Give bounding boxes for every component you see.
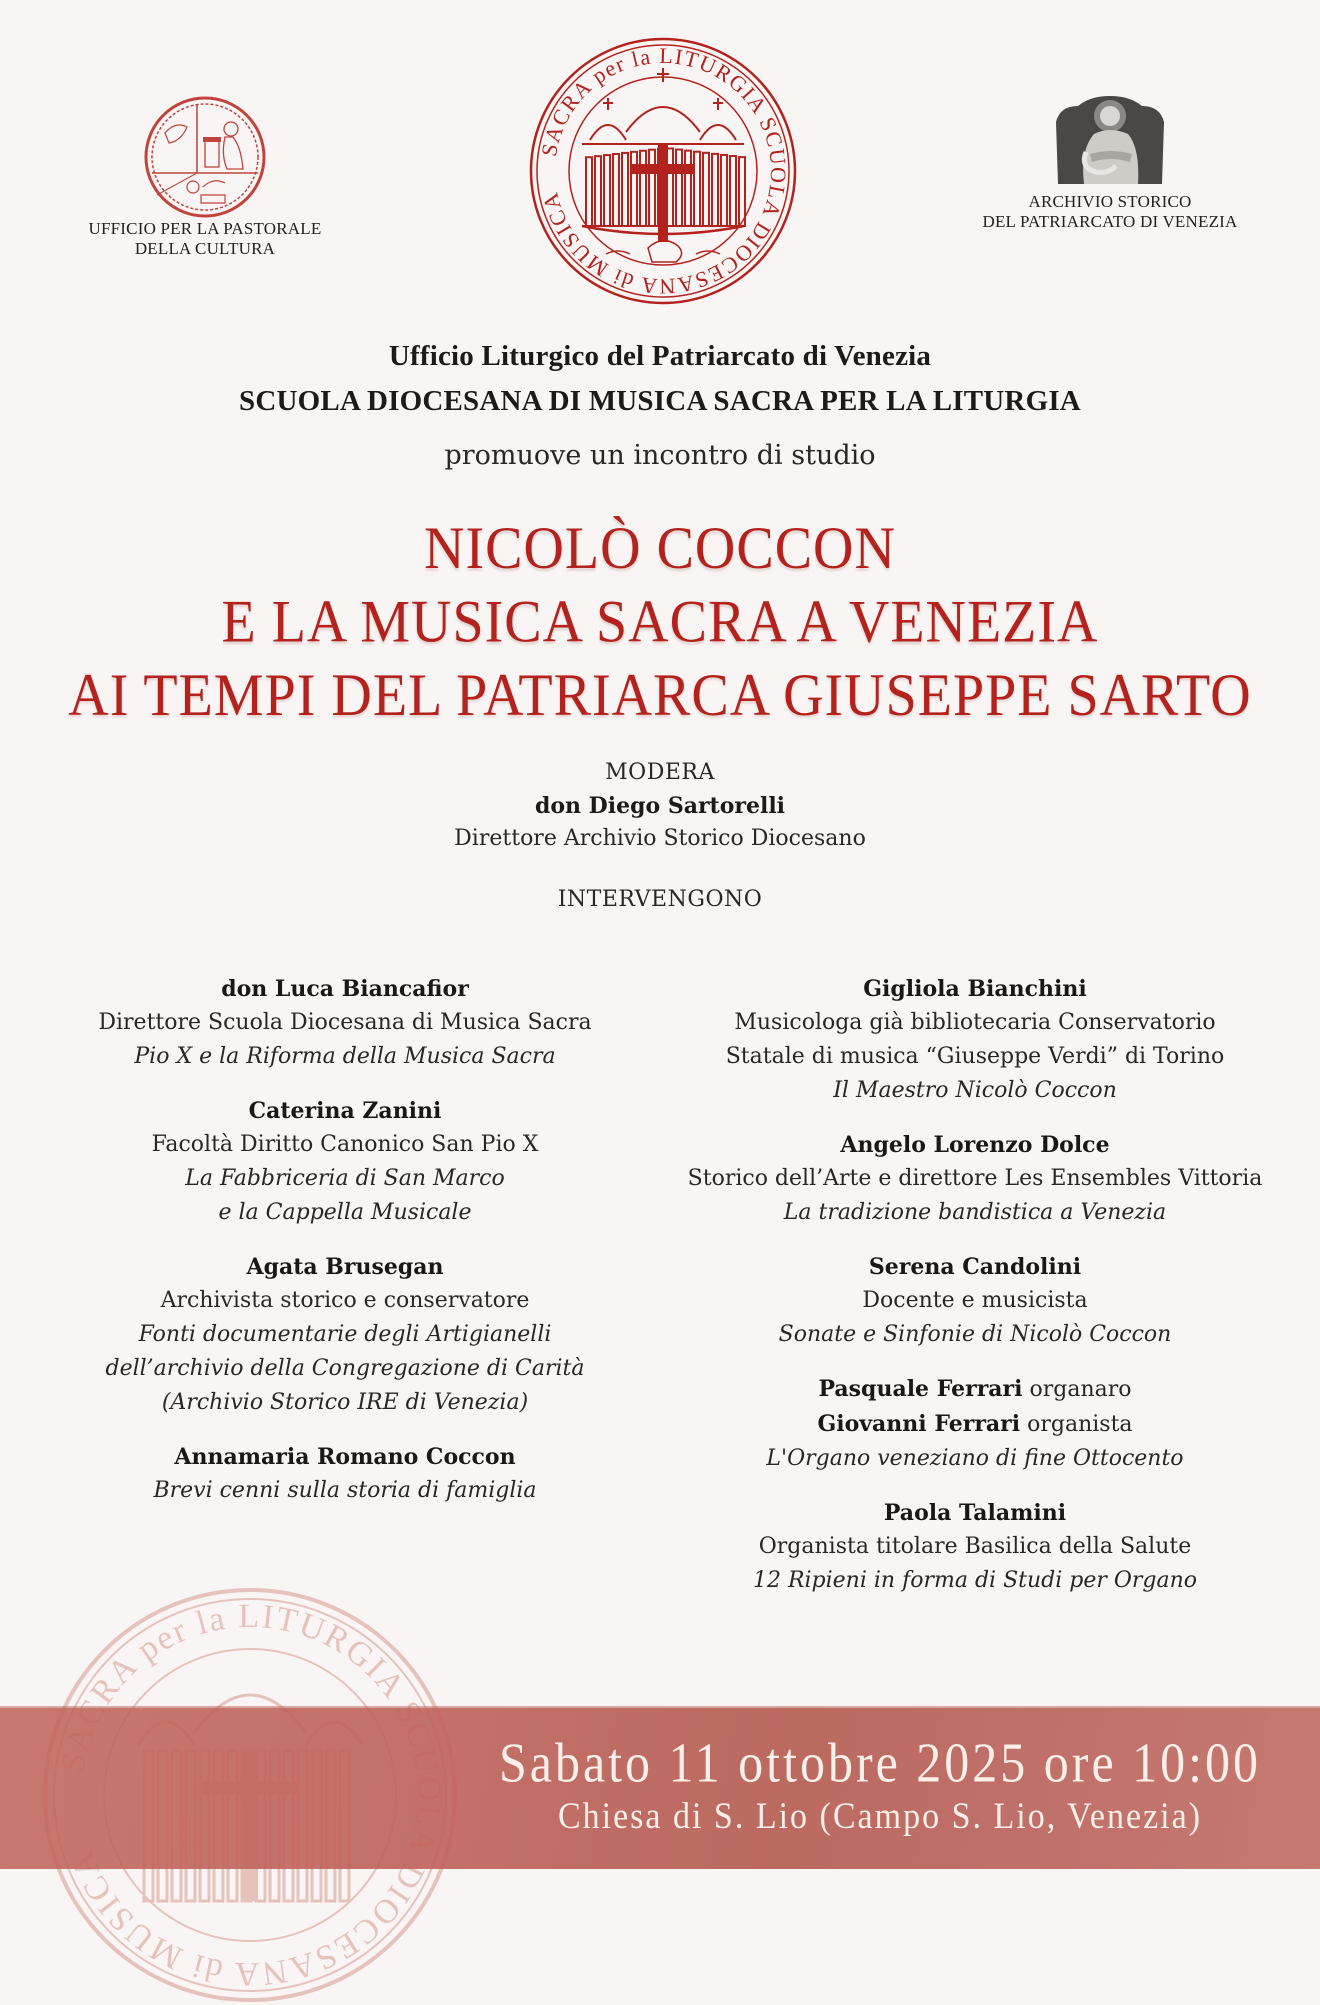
organ-pipe [298,1751,307,1901]
organ-pipe [649,150,655,226]
speaker-name: Agata Brusegan [246,1254,444,1280]
organ-pipe [622,153,628,226]
event-date-time: Sabato 11 ottobre 2025 ore 10:00 [498,1731,1262,1794]
moderator-role: Direttore Archivio Storico Diocesano [454,826,866,851]
organ-pipe [613,154,619,226]
speaker-name: Gigliola Bianchini [863,976,1087,1002]
speaker-duo-line [655,1372,1295,1407]
organ-pipe [703,153,709,226]
organ-pipe [676,150,682,226]
organ-pipe [158,1751,167,1901]
annunciation-seal-icon [143,95,267,219]
speaker-role: organista [1027,1412,1133,1437]
speaker-role: Facoltà Diritto Canonico San Pio X [151,1132,539,1157]
logo-caption-right-line1: ARCHIVIO STORICO [1028,192,1192,211]
speaker-name: Annamaria Romano Coccon [174,1444,516,1470]
speaker-entry [655,1128,1295,1230]
organ-pipe [172,1751,181,1901]
organ-pipe [186,1751,195,1901]
speaker-role: Archivista storico e conservatore [160,1288,530,1313]
organ-pipe [144,1751,153,1901]
organ-pipe [640,151,646,226]
speaker-name: Caterina Zanini [248,1098,442,1124]
speaker-name: Giovanni Ferrari [817,1411,1021,1437]
organ-pipe [604,155,610,226]
speaker-name: Pasquale Ferrari [818,1376,1023,1402]
talk-title: L'Organo veneziano di fine Ottocento [766,1446,1184,1471]
svg-text:SACRA per la LITURGIA SCUOLA D: SACRA per la LITURGIA SCUOLA DIOCESANA di MUSICA [535,42,792,300]
svg-text:SACRA per la LITURGIA SCUOLA D: SACRA per la LITURGIA SCUOLA DIOCESANA di MUSICA [54,1597,448,1993]
speaker-name: Serena Candolini [868,1254,1082,1280]
event-title [0,512,1320,732]
scuola-diocesana-seal-icon [528,36,798,306]
talk-title: Pio X e la Riforma della Musica Sacra [134,1044,556,1069]
speaker-role: Docente e musicista [862,1288,1088,1313]
organ-pipe [730,156,736,226]
talk-title: Brevi cenni sulla storia di famiglia [153,1478,537,1503]
speaker-role: Storico dell’Arte e direttore Les Ensembles Vittoria [687,1166,1263,1191]
talk-title: La Fabbriceria di San Marco [185,1166,505,1191]
event-title-line-2: E LA MUSICA SACRA A VENEZIA [221,588,1099,656]
organ-pipe [326,1751,335,1901]
speakers-label: INTERVENGONO [557,887,763,912]
talk-title: e la Cappella Musicale [218,1200,472,1225]
organ-pipe [712,154,718,226]
speaker-entry [25,1250,665,1420]
organ-pipe [586,157,592,226]
speaker-role: Organista titolare Basilica della Salute [758,1534,1192,1559]
organ-pipe [200,1751,209,1901]
moderator-name: don Diego Sartorelli [534,793,786,819]
speaker-entry [655,1496,1295,1598]
speaker-entry [655,1372,1295,1476]
speaker-role: Direttore Scuola Diocesana di Musica Sacra [98,1010,592,1035]
logo-ufficio-pastorale-cultura [75,95,335,259]
speakers-left-column [25,972,665,1528]
event-title-line-1: NICOLÒ COCCON [424,515,896,583]
talk-title: 12 Ripieni in forma di Studi per Organo [752,1568,1198,1593]
talk-title: Il Maestro Nicolò Coccon [833,1078,1117,1103]
talk-title: dell’archivio della Congregazione di Carità [105,1356,585,1381]
speakers-right-column [655,972,1295,1618]
speaker-entry [25,1094,665,1230]
organ-pipe [228,1751,237,1901]
organ-pipe [739,157,745,226]
saint-statue-icon [1050,92,1170,188]
logo-caption-left-line2: DELLA CULTURA [134,239,276,258]
speaker-role: organaro [1029,1377,1132,1402]
speaker-entry [655,1250,1295,1352]
organ-pipe [340,1751,349,1901]
speaker-role: Musicologa già bibliotecaria Conservatorio [734,1010,1216,1035]
organ-pipe [721,155,727,226]
organizer-line-2: SCUOLA DIOCESANA DI MUSICA SACRA PER LA LITURGIA [239,385,1081,417]
talk-title: Sonate e Sinfonie di Nicolò Coccon [778,1322,1172,1347]
organ-pipe [270,1751,279,1901]
talk-title: (Archivio Storico IRE di Venezia) [161,1390,529,1415]
speaker-duo-line [655,1407,1295,1442]
organ-pipe [631,152,637,226]
organ-pipe [595,156,601,226]
event-title-line-3: AI TEMPI DEL PATRIARCA GIUSEPPE SARTO [68,662,1252,730]
seal-watermark-icon [40,1585,460,2005]
logo-caption-right-line2: DEL PATRIARCATO DI VENEZIA [982,212,1238,231]
logo-archivio-storico [960,92,1260,232]
promotes-line: promuove un incontro di studio [444,440,876,471]
organ-pipe [685,151,691,226]
organ-pipe [284,1751,293,1901]
organ-pipe [694,152,700,226]
speaker-name: Paola Talamini [883,1500,1067,1526]
event-location: Chiesa di S. Lio (Campo S. Lio, Venezia) [557,1796,1203,1837]
speaker-entry [25,972,665,1074]
speaker-name: Angelo Lorenzo Dolce [840,1132,1110,1158]
talk-title: Fonti documentarie degli Artigianelli [138,1322,552,1347]
talk-title: La tradizione bandistica a Venezia [783,1200,1167,1225]
organizer-line-1: Ufficio Liturgico del Patriarcato di Venezia [388,340,932,372]
logo-scuola-diocesana [528,36,798,306]
organ-pipe [214,1751,223,1901]
speaker-role: Statale di musica “Giuseppe Verdi” di Torino [725,1044,1225,1069]
speaker-entry [655,972,1295,1108]
moderator-label: MODERA [605,760,715,785]
speaker-entry [25,1440,665,1508]
logo-caption-left-line1: UFFICIO PER LA PASTORALE [88,219,322,238]
speaker-name: don Luca Biancafior [221,976,469,1002]
organ-pipe [312,1751,321,1901]
